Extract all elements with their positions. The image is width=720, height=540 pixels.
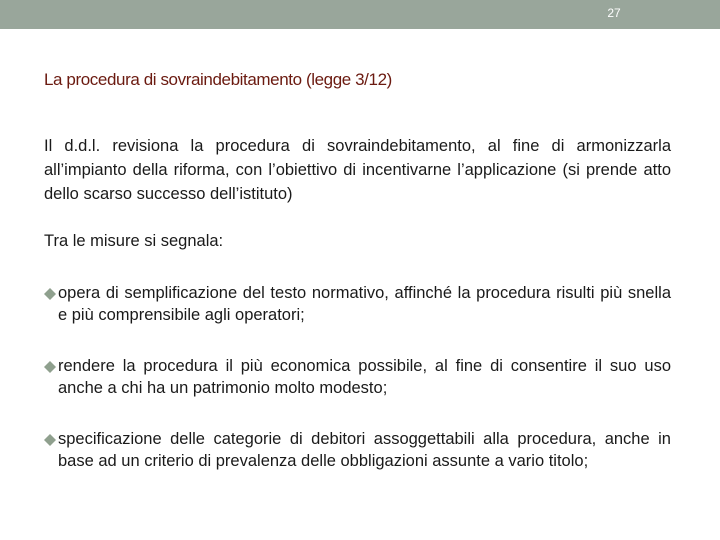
list-item-text: rendere la procedura il più economica possibile, al fine di consentire il suo uso anche a chi ha un patrimonio molto modesto; (58, 357, 671, 397)
intro-paragraph: Il d.d.l. revisiona la procedura di sovraindebitamento, al fine di armonizzarla all’impianto della riforma, con l’obiettivo di incentivarne l’applicazione (si prende atto dello scarso successo dell’istituto) (44, 137, 671, 203)
measures-list (44, 282, 671, 472)
top-bar (0, 0, 720, 29)
page-number: 27 (607, 6, 621, 20)
list-item (44, 428, 671, 472)
list-item (44, 355, 671, 399)
slide-title: La procedura di sovraindebitamento (legge 3/12) (44, 70, 392, 89)
list-item-text: specificazione delle categorie di debitori assoggettabili alla procedura, anche in base ad un criterio di prevalenza delle obbligazioni assunte a vario titolo; (58, 430, 671, 470)
list-item-text: opera di semplificazione del testo normativo, affinché la procedura risulti più snella e più comprensibile agli operatori; (58, 284, 671, 324)
list-item (44, 282, 671, 326)
diamond-bullet-icon (44, 361, 56, 373)
diamond-bullet-icon (44, 434, 56, 446)
measures-lead-text: Tra le misure si segnala: (44, 232, 224, 250)
diamond-bullet-icon (44, 288, 56, 300)
